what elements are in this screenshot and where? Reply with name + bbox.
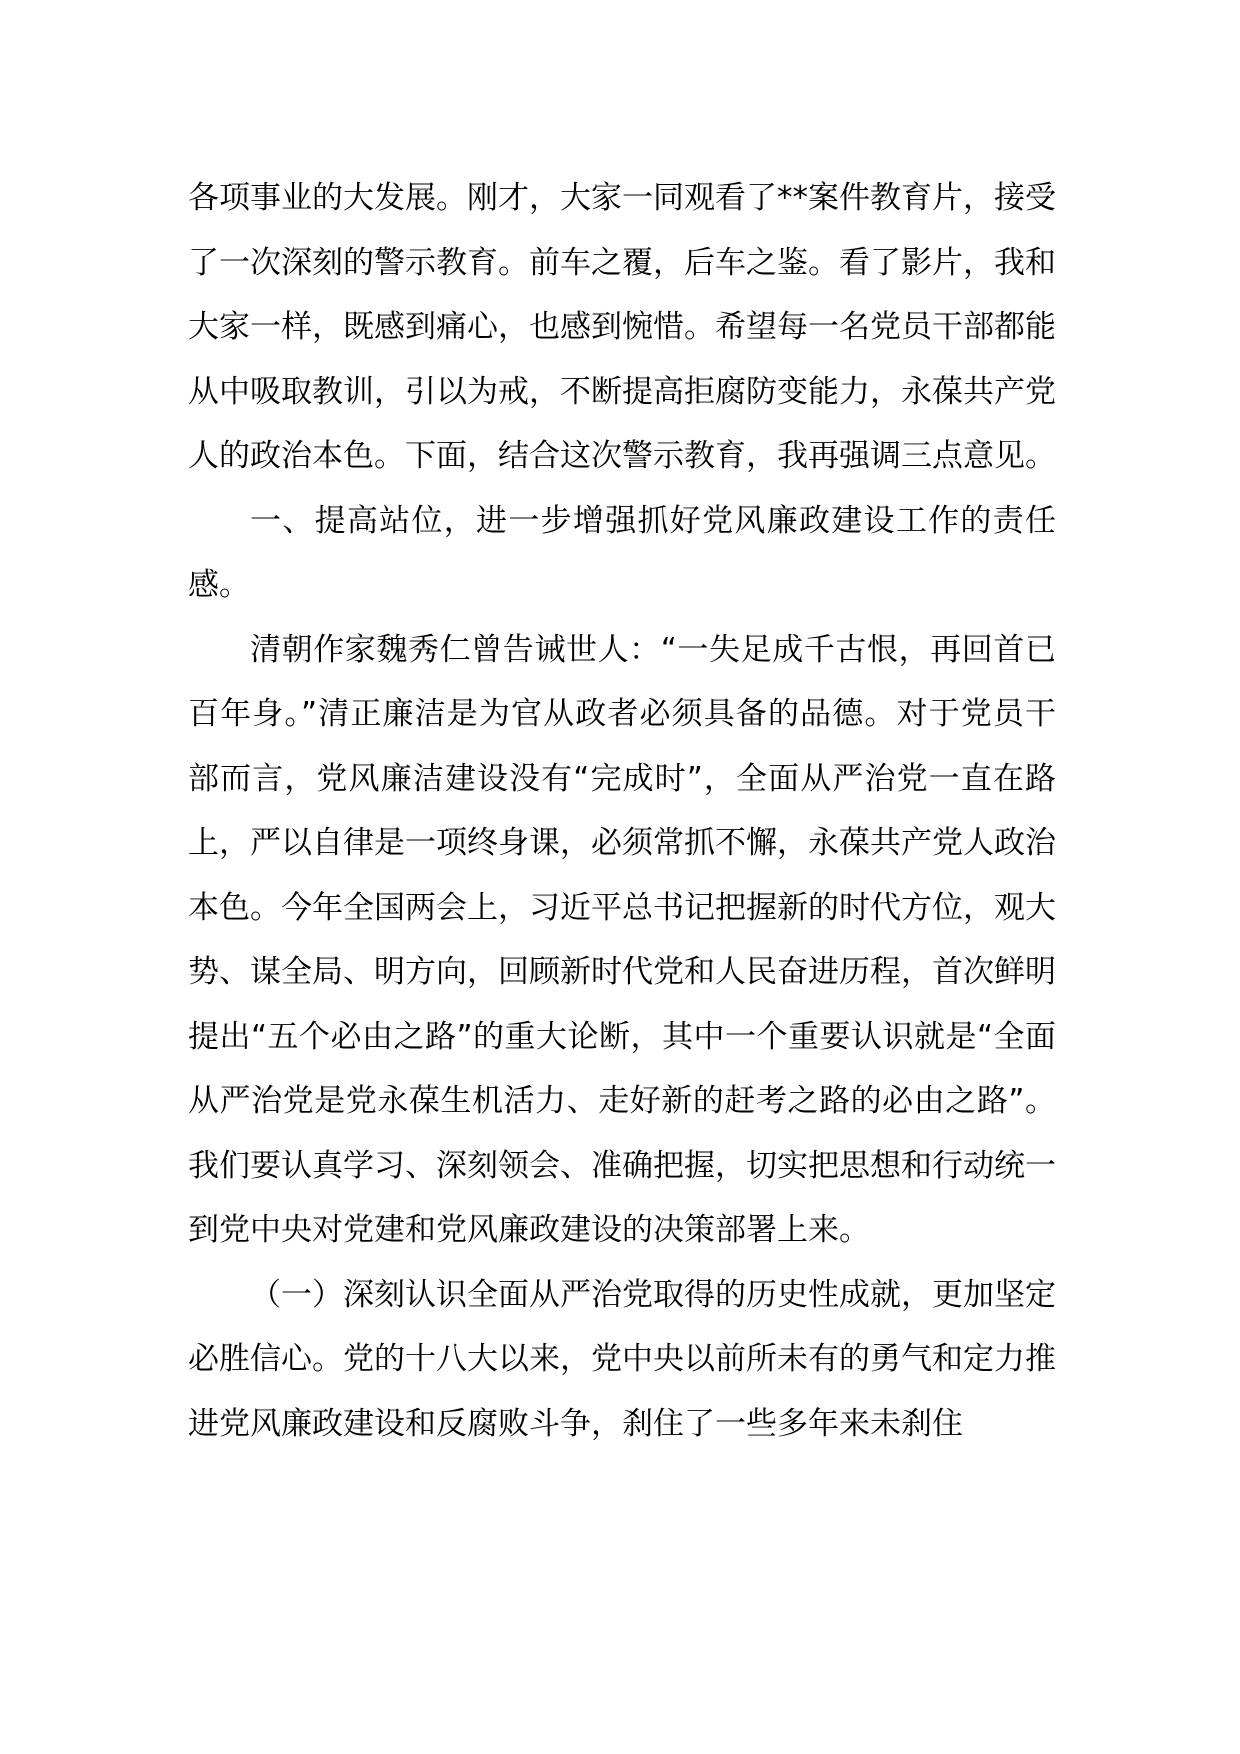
- paragraph-continuation: 各项事业的大发展。刚才，大家一同观看了**案件教育片，接受了一次深刻的警示教育。前车之覆，后车之鉴。看了影片，我和大家一样，既感到痛心，也感到惋惜。希望每一名党员干部都能从中吸取教训，引以为戒，不断提高拒腐防变能力，永葆共产党人的政治本色。下面，结合这次警示教育，我再强调三点意见。: [188, 180, 1056, 474]
- paragraph-body: 清朝作家魏秀仁曾告诫世人：“一失足成千古恨，再回首已百年身。”清正廉洁是为官从政者必须具备的品德。对于党员干部而言，党风廉洁建设没有“完成时”，全面从严治党一直在路上，严以自律是一项终身课，必须常抓不懈，永葆共产党人政治本色。今年全国两会上，习近平总书记把握新的时代方位，观大势、谋全局、明方向，回顾新时代党和人民奋进历程，首次鲜明提出“五个必由之路”的重大论断，其中一个重要认识就是“全面从严治党是党永葆生机活力、走好新的赶考之路的必由之路”。我们要认真学习、深刻领会、准确把握，切实把思想和行动统一到党中央对党建和党风廉政建设的决策部署上来。: [188, 631, 1056, 1248]
- section-heading: 一、提高站位，进一步增强抓好党风廉政建设工作的责任感。: [188, 502, 1056, 603]
- subsection-paragraph: （一）深刻认识全面从严治党取得的历史性成就，更加坚定必胜信心。党的十八大以来，党中央以前所未有的勇气和定力推进党风廉政建设和反腐败斗争，刹住了一些多年来未刹住: [188, 1276, 1056, 1442]
- document-body: [188, 166, 1056, 1456]
